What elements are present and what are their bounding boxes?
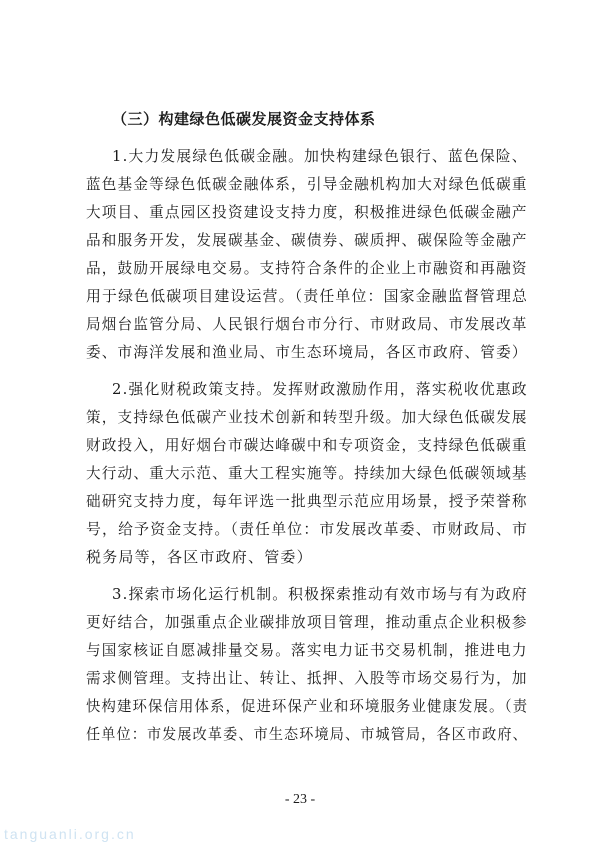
paragraph-1-line-6: 用于绿色低碳项目建设运营。（责任单位：国家金融监督管理总 — [86, 287, 529, 305]
paragraph-2-line-2: 策，支持绿色低碳产业技术创新和转型升级。加大绿色低碳发展 — [86, 408, 528, 426]
paragraph-1-line-3: 大项目、重点园区投资建设支持力度，积极推进绿色低碳金融产 — [86, 203, 528, 221]
watermark: tanguanli.org.cn — [4, 826, 136, 842]
paragraph-3-line-4: 需求侧管理。支持出让、转让、抵押、入股等市场交易行为，加 — [86, 669, 528, 687]
paragraph-3-line-2: 更好结合，加强重点企业碳排放项目管理，推动重点企业积极参 — [86, 613, 528, 631]
paragraph-1-line-1: 1.大力发展绿色低碳金融。加快构建绿色银行、蓝色保险、 — [112, 147, 528, 165]
paragraph-2-line-6: 号，给予资金支持。（责任单位：市发展改革委、市财政局、市 — [86, 520, 529, 538]
paragraph-1-line-8: 委、市海洋发展和渔业局、市生态环境局，各区市政府、管委） — [86, 343, 528, 361]
paragraph-2-line-7: 税务局等，各区市政府、管委） — [86, 548, 313, 566]
paragraph-3-line-5: 快构建环保信用体系，促进环保产业和环境服务业健康发展。（责 — [86, 697, 529, 715]
paragraph-3-line-1: 3.探索市场化运行机制。积极探索推动有效市场与有为政府 — [112, 585, 528, 603]
paragraph-2-line-3: 财政投入，用好烟台市碳达峰碳中和专项资金，支持绿色低碳重 — [86, 436, 528, 454]
paragraph-2-line-4: 大行动、重大示范、重大工程实施等。持续加大绿色低碳领域基 — [86, 464, 528, 482]
paragraph-1-line-7: 局烟台监管分局、人民银行烟台市分行、市财政局、市发展改革 — [86, 315, 528, 333]
paragraph-2-line-5: 础研究支持力度，每年评选一批典型示范应用场景，授予荣誉称 — [86, 492, 528, 510]
paragraph-3-line-3: 与国家核证自愿减排量交易。落实电力证书交易机制，推进电力 — [86, 641, 528, 659]
paragraph-2-line-1: 2.强化财税政策支持。发挥财政激励作用，落实税收优惠政 — [112, 380, 528, 398]
paragraph-1-line-2: 蓝色基金等绿色低碳金融体系，引导金融机构加大对绿色低碳重 — [86, 175, 528, 193]
page-number: - 23 - — [284, 792, 316, 807]
paragraph-3-line-6: 任单位：市发展改革委、市生态环境局、市城管局，各区市政府、 — [86, 725, 528, 743]
paragraph-1-line-4: 品和服务开发，发展碳基金、碳债券、碳质押、碳保险等金融产 — [86, 231, 528, 249]
section-heading: （三）构建绿色低碳发展资金支持体系 — [112, 110, 376, 128]
paragraph-1-line-5: 品，鼓励开展绿电交易。支持符合条件的企业上市融资和再融资 — [86, 259, 528, 277]
